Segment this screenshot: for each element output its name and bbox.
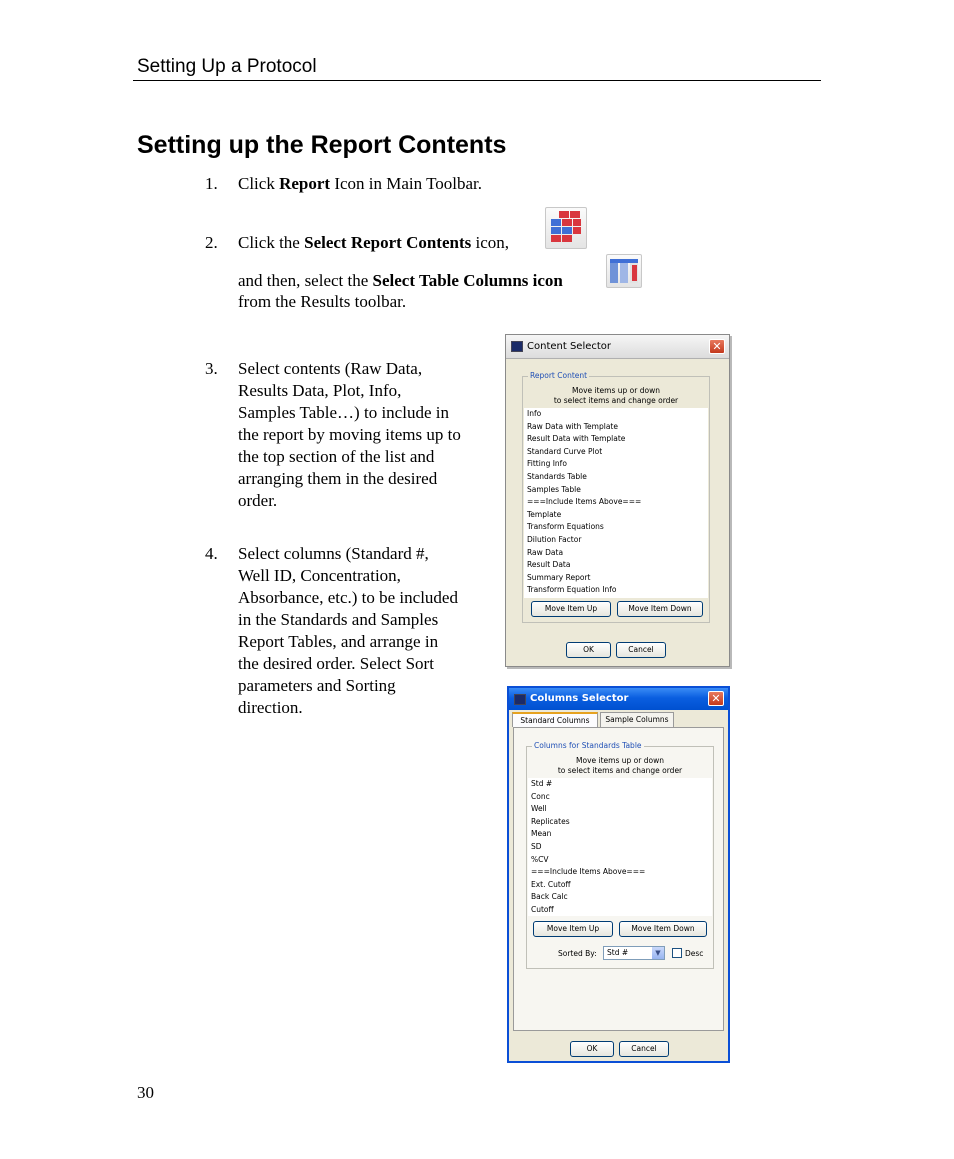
step-2-line-2: and then, select the Select Table Columns icon — [238, 271, 563, 290]
sorted-by-select[interactable] — [603, 946, 665, 960]
standard-columns-list[interactable] — [528, 778, 712, 916]
list-item[interactable]: Mean — [531, 829, 552, 839]
chevron-down-icon[interactable]: ▼ — [652, 947, 664, 959]
header-rule — [133, 80, 821, 81]
list-item[interactable]: Standards Table — [527, 471, 587, 481]
list-item[interactable]: Raw Data with Template — [527, 421, 618, 431]
step-3-number: 3. — [205, 359, 218, 378]
move-item-up-button[interactable]: Move Item Up — [533, 921, 613, 937]
move-item-down-button[interactable]: Move Item Down — [619, 921, 707, 937]
instructions: Move items up or down to select items and change order — [553, 386, 679, 405]
select-report-contents-icon — [545, 207, 587, 249]
columns-selector-title: Columns Selector — [530, 693, 629, 704]
app-icon — [514, 694, 526, 705]
list-item[interactable]: Replicates — [531, 816, 570, 826]
list-item[interactable]: Well — [531, 804, 547, 814]
list-item[interactable]: Cutoff — [531, 904, 554, 914]
section-title: Setting up the Report Contents — [137, 131, 507, 159]
list-item[interactable]: SD — [531, 841, 542, 851]
desc-checkbox[interactable] — [672, 948, 682, 958]
cancel-button[interactable]: Cancel — [616, 642, 666, 658]
sorted-by-label: Sorted By: — [558, 949, 597, 958]
close-button[interactable]: ✕ — [708, 691, 724, 706]
select-table-columns-icon — [606, 254, 642, 288]
content-selector-title: Content Selector — [527, 341, 612, 352]
cancel-button[interactable]: Cancel — [619, 1041, 669, 1057]
list-item[interactable]: Fitting Info — [527, 459, 567, 469]
step-2-line-3: from the Results toolbar. — [238, 292, 407, 311]
list-item[interactable]: Dilution Factor — [527, 534, 582, 544]
step-2-number: 2. — [205, 233, 218, 252]
ok-button[interactable]: OK — [570, 1041, 614, 1057]
columns-selector-dialog — [507, 686, 730, 1063]
desc-label: Desc — [685, 949, 704, 958]
list-item[interactable]: Transform Equations — [527, 522, 604, 532]
list-item[interactable]: ===Include Items Above=== — [531, 867, 646, 877]
ok-button[interactable]: OK — [566, 642, 611, 658]
sorted-by-value: Std # — [607, 948, 629, 957]
step-4-text: Select columns (Standard #, Well ID, Concentration, Absorbance, etc.) to be included in the Standards and Samples Report Tables, and arrange in the desired order. Select Sort parameters and Sorting direction. — [238, 544, 458, 717]
tab-standard-columns[interactable]: Standard Columns — [512, 712, 598, 727]
list-item[interactable]: Raw Data — [527, 547, 564, 557]
list-item[interactable]: Template — [527, 509, 562, 519]
list-item[interactable]: Info — [527, 409, 542, 418]
step-1-text: Click Report Icon in Main Toolbar. — [238, 174, 483, 193]
report-content-legend: Report Content — [530, 371, 588, 380]
list-item[interactable]: Result Data with Template — [527, 434, 626, 444]
list-item[interactable]: Result Data — [527, 560, 571, 570]
step-3-text: Select contents (Raw Data, Results Data, Plot, Info, Samples Table…) to include in the report by moving items up to the top section of the list and arranging them in the desired order. — [238, 359, 461, 510]
instructions: Move items up or down to select items and change order — [557, 756, 683, 775]
columns-group-legend: Columns for Standards Table — [534, 741, 642, 750]
list-item[interactable]: Samples Table — [527, 484, 581, 494]
list-item[interactable]: Std # — [531, 779, 553, 788]
list-item[interactable]: Conc — [531, 791, 550, 801]
content-selector-dialog — [505, 334, 730, 667]
list-item[interactable]: Summary Report — [527, 572, 591, 582]
list-item[interactable]: Standard Curve Plot — [527, 446, 603, 456]
list-item[interactable]: %CV — [531, 854, 549, 864]
columns-group — [526, 741, 714, 969]
step-2-text: Click the Select Report Contents icon, — [238, 233, 510, 252]
close-button[interactable]: ✕ — [709, 339, 725, 354]
tab-sample-columns[interactable]: Sample Columns — [600, 712, 674, 727]
report-content-list[interactable] — [524, 408, 708, 598]
columns-selector-titlebar[interactable] — [509, 688, 728, 710]
move-item-down-button[interactable]: Move Item Down — [617, 601, 703, 617]
app-icon — [511, 341, 523, 352]
list-item[interactable]: Back Calc — [531, 892, 568, 902]
list-item[interactable]: Ext. Cutoff — [531, 879, 571, 889]
step-4-number: 4. — [205, 544, 218, 563]
standard-columns-panel — [513, 727, 724, 1031]
running-head: Setting Up a Protocol — [137, 56, 317, 77]
content-selector-titlebar[interactable] — [506, 335, 729, 359]
report-content-group — [522, 371, 710, 623]
page-number: 30 — [137, 1083, 154, 1102]
list-item[interactable]: ===Include Items Above=== — [527, 497, 642, 507]
list-item[interactable]: Transform Equation Info — [527, 585, 617, 595]
step-1-number: 1. — [205, 174, 218, 193]
move-item-up-button[interactable]: Move Item Up — [531, 601, 611, 617]
